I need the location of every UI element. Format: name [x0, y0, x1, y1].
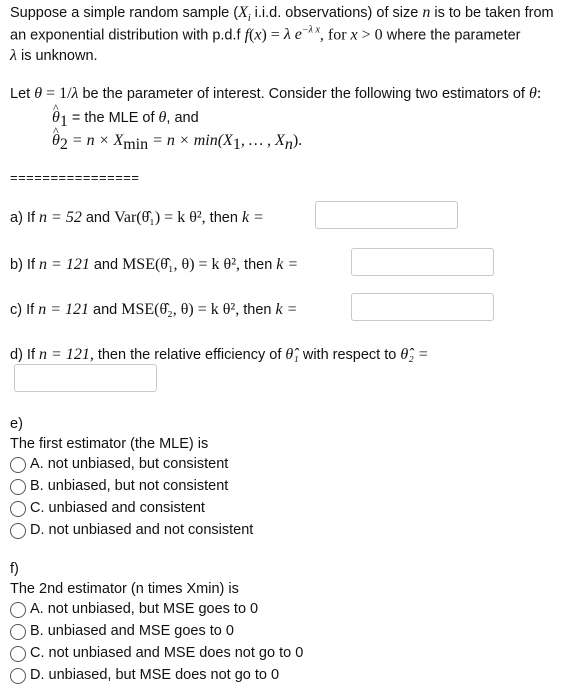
answer-c-input[interactable] — [351, 293, 494, 321]
question-c — [10, 301, 297, 319]
option-label: A. not unbiased, but consistent — [30, 456, 229, 472]
part-e-prompt: The first estimator (the MLE) is — [10, 436, 209, 452]
option-label: D. unbiased, but MSE does not go to 0 — [30, 667, 280, 683]
part-e-option-a[interactable] — [10, 456, 570, 476]
part-f-option-b[interactable] — [10, 623, 570, 643]
estimator-2-line: ^ $\theta_2 = n \times X_{min} = n \times \min(X_1$, … , $X_n$). — [52, 132, 302, 154]
separator: ================ — [10, 170, 140, 185]
radio-button[interactable] — [10, 479, 26, 495]
intro-text: Suppose a simple random sample ( — [10, 5, 239, 21]
radio-button[interactable] — [10, 501, 26, 517]
option-label: A. not unbiased, but MSE goes to 0 — [30, 601, 259, 617]
question-d-theta2: θ̂₂ = — [400, 346, 429, 363]
estimator-1-line: ^ $\theta_1$ = the MLE of θ, and — [52, 109, 199, 131]
option-label: B. unbiased and MSE goes to 0 — [30, 623, 234, 639]
question-d-n: n = 121, — [39, 346, 94, 363]
question-b-text: and — [89, 257, 123, 273]
question-c-n: n = 121 — [38, 301, 89, 318]
intro-text: i.i.d. observations) of size — [250, 5, 423, 21]
question-a-text: a) If — [10, 210, 40, 226]
intro-line-3: λ is unknown. — [10, 47, 98, 64]
setup-line: Let θ = 1/λ be the parameter of interest. Consider the following two estimators of θ: — [10, 85, 542, 102]
question-a-expr: Var(θ̂₁) = k θ², — [114, 209, 206, 226]
part-f-option-a[interactable] — [10, 601, 570, 621]
part-f-option-d[interactable] — [10, 667, 570, 687]
intro-text: an exponential distribution with p.d.f — [10, 27, 245, 44]
question-a-text: then — [205, 210, 242, 226]
estimator-2-sub: min — [123, 135, 149, 153]
part-e-option-b[interactable] — [10, 478, 570, 498]
intro-line-2: an exponential distribution with p.d.f f(x) = λ $e^{-\lambda x}$, for x > 0 where the parameter — [10, 25, 521, 44]
radio-button[interactable] — [10, 457, 26, 473]
question-b-expr: MSE(θ̂₁, θ) = k θ², — [122, 256, 241, 273]
answer-d-input[interactable] — [14, 364, 157, 392]
part-f-option-c[interactable] — [10, 645, 570, 665]
option-label: C. not unbiased and MSE does not go to 0 — [30, 645, 304, 661]
question-b-k: k = — [276, 256, 299, 273]
question-d-text: with respect to — [298, 347, 401, 363]
question-a — [10, 209, 264, 227]
part-e-label: e) — [10, 416, 23, 432]
question-b-text: b) If — [10, 257, 40, 273]
intro-text: is to be taken from — [430, 5, 554, 21]
question-c-expr: MSE(θ̂₂, θ) = k θ², — [121, 301, 240, 318]
question-a-n: n = 52 — [39, 209, 82, 226]
estimator-2-math: = n × X — [71, 132, 124, 149]
intro-text: is unknown. — [16, 48, 98, 64]
estimator-1-text: = the MLE of — [67, 110, 159, 126]
option-label: B. unbiased, but not consistent — [30, 478, 229, 494]
estimator-2-math: ). — [292, 132, 303, 149]
question-c-text: c) If — [10, 302, 39, 318]
part-e-option-d[interactable] — [10, 522, 570, 542]
estimator-1-text: , and — [166, 110, 199, 126]
question-c-text: and — [89, 302, 122, 318]
question-c-k: k = — [275, 301, 298, 318]
radio-button[interactable] — [10, 523, 26, 539]
answer-b-input[interactable] — [351, 248, 494, 276]
setup-text: be the parameter of interest. Consider the following two estimators of — [78, 86, 529, 102]
answer-a-input[interactable] — [315, 201, 458, 229]
question-d-text: d) If — [10, 347, 40, 363]
intro-line-1: Suppose a simple random sample ($X_i$ i.i.d. observations) of size n is to be taken from — [10, 4, 554, 25]
question-d-theta1: θ̂₁ — [285, 346, 299, 363]
question-c-text: then — [239, 302, 276, 318]
radio-button[interactable] — [10, 602, 26, 618]
option-label: C. unbiased and consistent — [30, 500, 205, 516]
question-d-text: then the relative efficiency of — [93, 347, 286, 363]
part-f-prompt: The 2nd estimator (n times Xmin) is — [10, 581, 239, 597]
part-e-option-c[interactable] — [10, 500, 570, 520]
radio-button[interactable] — [10, 624, 26, 640]
question-b — [10, 256, 298, 274]
question-a-k: k = — [241, 209, 264, 226]
question-a-text: and — [81, 210, 115, 226]
option-label: D. not unbiased and not consistent — [30, 522, 254, 538]
intro-math-for: for — [323, 26, 351, 44]
intro-text: where the parameter — [382, 27, 521, 44]
question-b-n: n = 121 — [39, 256, 90, 273]
estimator-2-math: = n × min(X — [148, 132, 233, 149]
radio-button[interactable] — [10, 668, 26, 684]
part-f-label: f) — [10, 561, 19, 577]
setup-text: Let — [10, 86, 35, 102]
radio-button[interactable] — [10, 646, 26, 662]
question-d — [10, 346, 429, 364]
estimator-2-math: , … , X — [240, 132, 285, 149]
question-b-text: then — [240, 257, 277, 273]
